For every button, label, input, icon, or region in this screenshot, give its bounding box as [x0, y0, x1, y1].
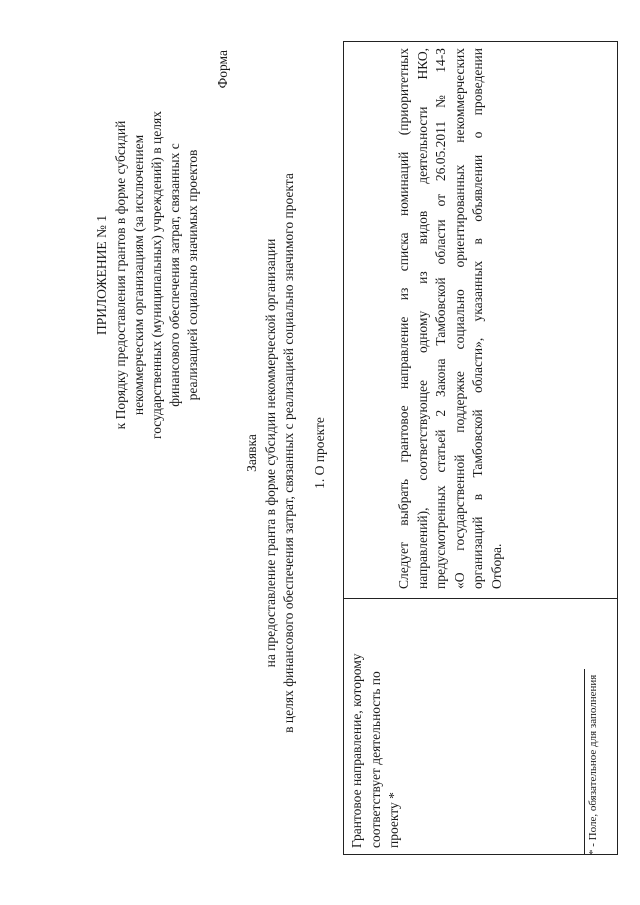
appendix-subtitle-line: к Порядку предоставления грантов в форме субсидий	[113, 120, 128, 430]
form-label: Форма	[215, 50, 230, 89]
application-title: Заявка	[244, 434, 259, 472]
footnote: * - Поле, обязательное для заполнения	[587, 674, 599, 855]
appendix-subtitle-line: государственных (муниципальных) учреждений) в целях	[149, 111, 164, 439]
section-heading: 1. О проекте	[312, 417, 327, 489]
appendix-subtitle-line: некоммерческим организациям (за исключением	[131, 134, 146, 416]
grant-direction-label	[350, 608, 406, 848]
label-line: Грантовое направление, которому	[349, 653, 364, 848]
value-line: предусмотренных статьей 2 Закона Тамбовской области от 26.05.2011 № 14-З	[433, 48, 448, 589]
appendix-title: ПРИЛОЖЕНИЕ № 1	[94, 214, 109, 336]
appendix-subtitle-line: реализацией социально значимых проектов	[185, 149, 200, 401]
label-line: проекту *	[386, 792, 401, 848]
grant-direction-value	[397, 48, 508, 589]
value-line: организаций в Тамбовской области», указанных в объявлении о проведении	[470, 48, 485, 589]
value-line: Отбора.	[488, 543, 504, 589]
footnote-separator	[584, 669, 585, 855]
value-line: «О государственной поддержке социально ориентированных некоммерческих	[451, 48, 467, 589]
application-subtitle-line: на предоставление гранта в форме субсидии некоммерческой организации	[263, 238, 278, 668]
value-line: направлений), соответствующее одному из видов деятельности НКО,	[414, 48, 430, 589]
label-line: соответствует деятельность по	[367, 671, 383, 848]
value-line: Следует выбрать грантовое направление из списка номинаций (приоритетных	[396, 48, 411, 589]
project-info-table	[343, 41, 618, 855]
appendix-subtitle-line: финансового обеспечения затрат, связанных с	[167, 143, 182, 407]
application-subtitle-line: в целях финансового обеспечения затрат, связанных с реализацией социально значимого проекта	[281, 173, 296, 733]
table-column-divider	[344, 598, 617, 599]
